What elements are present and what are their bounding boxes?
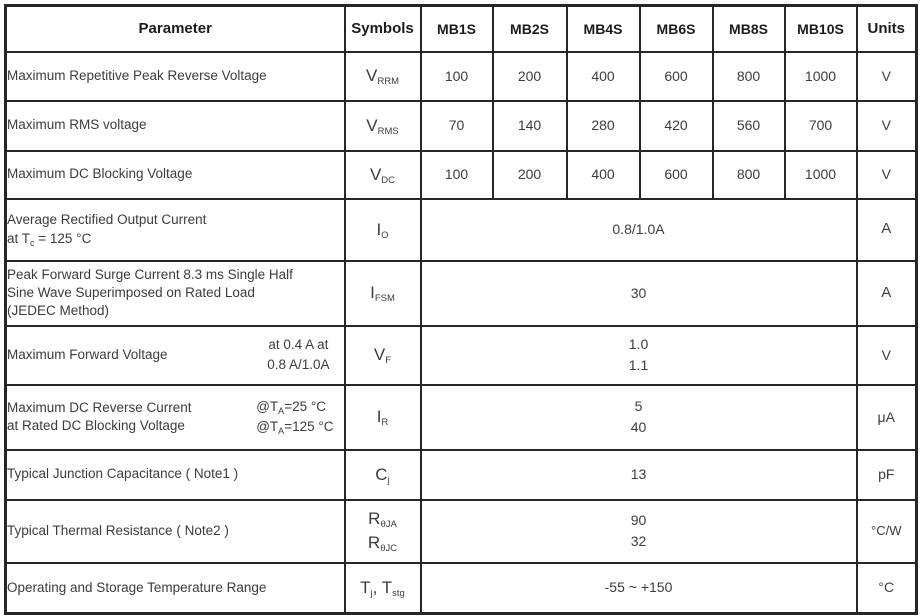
symbol-subscript: θJC — [380, 543, 398, 554]
symbol-subscript: F — [385, 355, 392, 367]
col-header-mb6s: MB6S — [640, 6, 713, 52]
unit-cell: A — [857, 261, 917, 326]
parameter-cell — [6, 385, 345, 450]
col-header-parameter: Parameter — [6, 6, 345, 52]
merged-value-cell: 13 — [421, 450, 857, 500]
merged-value-cell: 1.0 1.1 — [421, 326, 857, 385]
table-row-vrms — [6, 101, 917, 151]
symbol-cell — [345, 151, 421, 199]
table-header-row — [6, 6, 917, 52]
value-cell: 280 — [567, 101, 640, 151]
symbol-subscript: θJA — [380, 519, 397, 531]
col-header-symbols: Symbols — [345, 6, 421, 52]
unit-cell: A — [857, 199, 917, 261]
col-header-units: Units — [857, 6, 917, 52]
symbol-subscript: stg — [392, 587, 405, 599]
symbol-main: T — [381, 577, 393, 597]
unit-cell: μA — [857, 385, 917, 450]
value-cell: 140 — [493, 101, 567, 151]
symbol-cell — [345, 101, 421, 151]
merged-value-cell: 0.8/1.0A — [421, 199, 857, 261]
parameter-cell: Maximum Repetitive Peak Reverse Voltage — [6, 52, 345, 101]
symbol-main: V — [366, 115, 378, 135]
symbol-cell: $T_j$, $T_{stg}$ — [345, 563, 421, 614]
symbol-subscript: R — [381, 417, 389, 429]
table-row-io — [6, 199, 917, 261]
merged-value-cell: 30 — [421, 261, 857, 326]
col-header-mb2s: MB2S — [493, 6, 567, 52]
subscript: c — [30, 237, 35, 248]
parameter-cell: Typical Thermal Resistance ( Note2 ) — [6, 500, 345, 563]
symbol-main: R — [367, 533, 381, 552]
symbol-cell — [345, 385, 421, 450]
unit-cell: °C — [857, 563, 917, 614]
value-cell: 420 — [640, 101, 713, 151]
symbol-subscript: RRM — [377, 76, 399, 88]
parameter-cell: Maximum RMS voltage — [6, 101, 345, 151]
parameter-line: Average Rectified Output Current — [7, 212, 207, 228]
parameter-label: Maximum DC Reverse Current at Rated DC Blocking Voltage — [7, 399, 192, 433]
unit-cell: V — [857, 151, 917, 199]
symbol-main: I — [376, 219, 382, 239]
merged-value-cell: 90 32 — [421, 500, 857, 563]
value-cell: 200 — [493, 151, 567, 199]
unit-cell: pF — [857, 450, 917, 500]
parameter-line: (JEDEC Method) — [7, 303, 110, 319]
col-header-mb10s: MB10S — [785, 6, 857, 52]
merged-value-cell: -55 ~ +150 — [421, 563, 857, 614]
spec-table — [4, 4, 918, 615]
value-cell: 200 — [493, 52, 567, 101]
value-cell: 800 — [713, 52, 785, 101]
value-cell: 400 — [567, 151, 640, 199]
value-cell: 700 — [785, 101, 857, 151]
parameter-label: Maximum Forward Voltage — [7, 346, 168, 362]
value-cell: 100 — [421, 52, 493, 101]
table-row-vdc — [6, 151, 917, 199]
parameter-cell — [6, 199, 345, 261]
value-cell: 70 — [421, 101, 493, 151]
symbol-main: V — [366, 66, 378, 86]
symbol-main: I — [376, 407, 382, 427]
symbol-cell — [345, 500, 421, 563]
symbol-subscript: j — [370, 587, 373, 599]
test-condition: $@T_A=25$ °C $@T_A=125$ °C — [256, 399, 334, 436]
unit-cell: °C/W — [857, 500, 917, 563]
parameter-cell: Operating and Storage Temperature Range — [6, 563, 345, 614]
symbol-main: V — [373, 345, 386, 365]
symbol-cell — [345, 261, 421, 326]
value-cell: 560 — [713, 101, 785, 151]
symbol-main: V — [369, 164, 382, 184]
unit-cell: V — [857, 326, 917, 385]
table-row-tstg — [6, 563, 917, 614]
value-cell: 600 — [640, 52, 713, 101]
symbol-subscript: j — [387, 474, 390, 486]
table-row-ir — [6, 385, 917, 450]
unit-cell: V — [857, 52, 917, 101]
value-cell: 400 — [567, 52, 640, 101]
unit-cell: V — [857, 101, 917, 151]
col-header-mb8s: MB8S — [713, 6, 785, 52]
symbol-main: T — [360, 577, 371, 597]
parameter-line: Sine Wave Superimposed on Rated Load — [7, 284, 255, 300]
merged-value-cell: 5 40 — [421, 385, 857, 450]
table-row-ifsm — [6, 261, 917, 326]
parameter-cell — [6, 261, 345, 326]
symbol-subscript: O — [381, 229, 389, 241]
table-row-vf — [6, 326, 917, 385]
value-cell: 1000 — [785, 52, 857, 101]
value-cell: 1000 — [785, 151, 857, 199]
symbol-cell — [345, 199, 421, 261]
parameter-line: Peak Forward Surge Current 8.3 ms Single Half — [7, 266, 293, 282]
symbol-cell — [345, 450, 421, 500]
parameter-cell — [6, 326, 345, 385]
symbol-subscript: FSM — [374, 293, 395, 305]
test-condition: at 0.4 A at 0.8 A/1.0A — [267, 337, 330, 372]
col-header-mb1s: MB1S — [421, 6, 493, 52]
parameter-line: at $T_c = 125$ °C — [7, 230, 92, 248]
value-cell: 800 — [713, 151, 785, 199]
symbol-cell — [345, 52, 421, 101]
parameter-cell: Typical Junction Capacitance ( Note1 ) — [6, 450, 345, 500]
value-cell: 100 — [421, 151, 493, 199]
symbol-subscript: RMS — [377, 125, 399, 137]
table-row-vrrm — [6, 52, 917, 101]
value-cell: 600 — [640, 151, 713, 199]
symbol-main: R — [368, 509, 381, 529]
table-row-cj — [6, 450, 917, 500]
symbol-main: I — [370, 283, 375, 303]
table-row-rtheta — [6, 500, 917, 563]
symbol-main: C — [375, 464, 388, 484]
parameter-cell: Maximum DC Blocking Voltage — [6, 151, 345, 199]
col-header-mb4s: MB4S — [567, 6, 640, 52]
symbol-subscript: DC — [381, 174, 396, 186]
symbol-cell — [345, 326, 421, 385]
